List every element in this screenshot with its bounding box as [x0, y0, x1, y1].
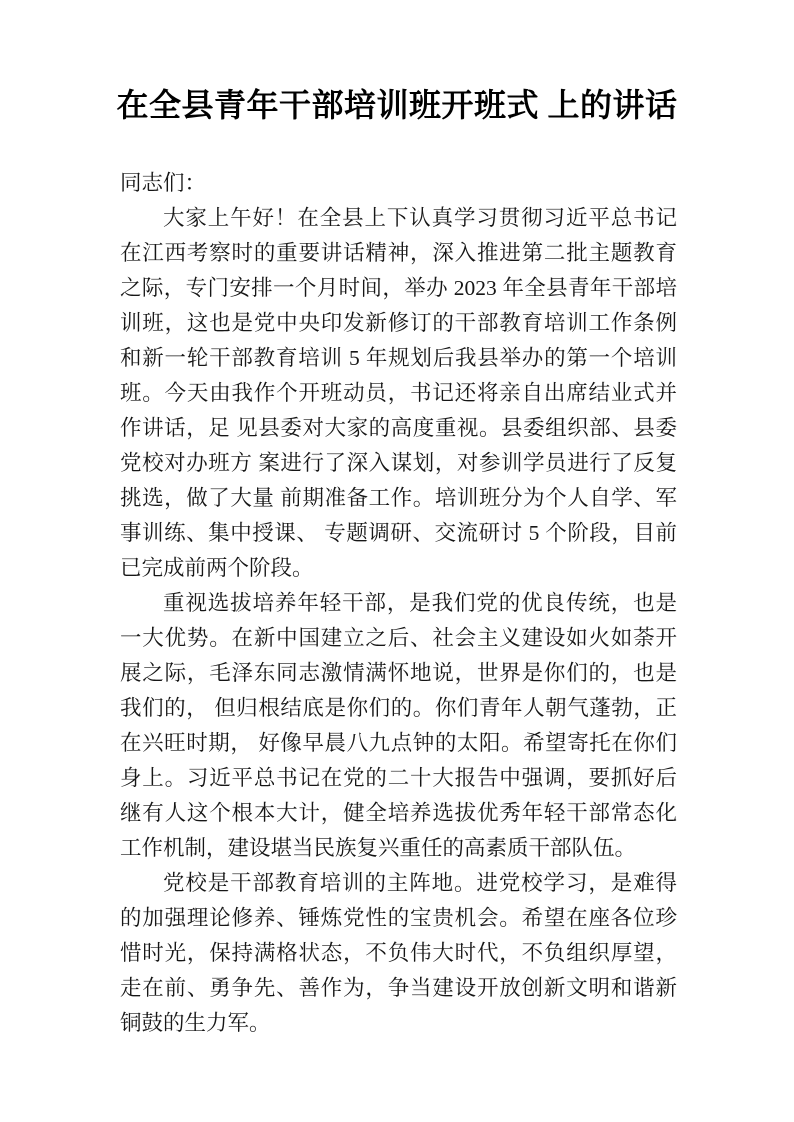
- paragraphs: [120, 201, 677, 1041]
- document-title: 在全县青年干部培训班开班式 上的讲话: [116, 87, 678, 123]
- paragraph: 党校是干部教育培训的主阵地。进党校学习，是难得的加强理论修养、锤炼党性的宝贵机会。希望在座各位珍惜时光，保持满格状态，不负伟大时代，不负组织厚望，走在前、勇争先、善作为，争当建设开放创新文明和谐新铜鼓的生力军。: [120, 871, 677, 1035]
- paragraph: 大家上午好！在全县上下认真学习贯彻习近平总书记在江西考察时的重要讲话精神，深入推进第二批主题教育之际，专门安排一个月时间，举办 2023 年全县青年干部培训班，这也是党中央印发新修订的干部教育培训工作条例和新一轮干部教育培训 5 年规划后我县举办的第一个培训班。今天由我作个开班动员，书记还将亲自出席结业式并作讲话，足 见县委对大家的高度重视。县委组织部、县委党校对办班方 案进行了深入谋划，对参训学员进行了反复挑选，做了大量 前期准备工作。培训班分为个人自学、军事训练、集中授课、 专题调研、交流研讨 5 个阶段，目前已完成前两个阶段。: [120, 206, 677, 580]
- paragraph: 重视选拔培养年轻干部，是我们党的优良传统，也是一大优势。在新中国建立之后、社会主义建设如火如荼开展之际，毛泽东同志激情满怀地说，世界是你们的，也是我们的， 但归根结底是你们的。你们青年人朝气蓬勃，正在兴旺时期， 好像早晨八九点钟的太阳。希望寄托在你们身上。习近平总书记在党的二十大报告中强调，要抓好后继有人这个根本大计，健全培养选拔优秀年轻干部常态化工作机制，建设堪当民族复兴重任的高素质干部队伍。: [120, 591, 677, 860]
- salutation: 同志们：: [120, 171, 207, 195]
- document-body: [120, 166, 677, 1041]
